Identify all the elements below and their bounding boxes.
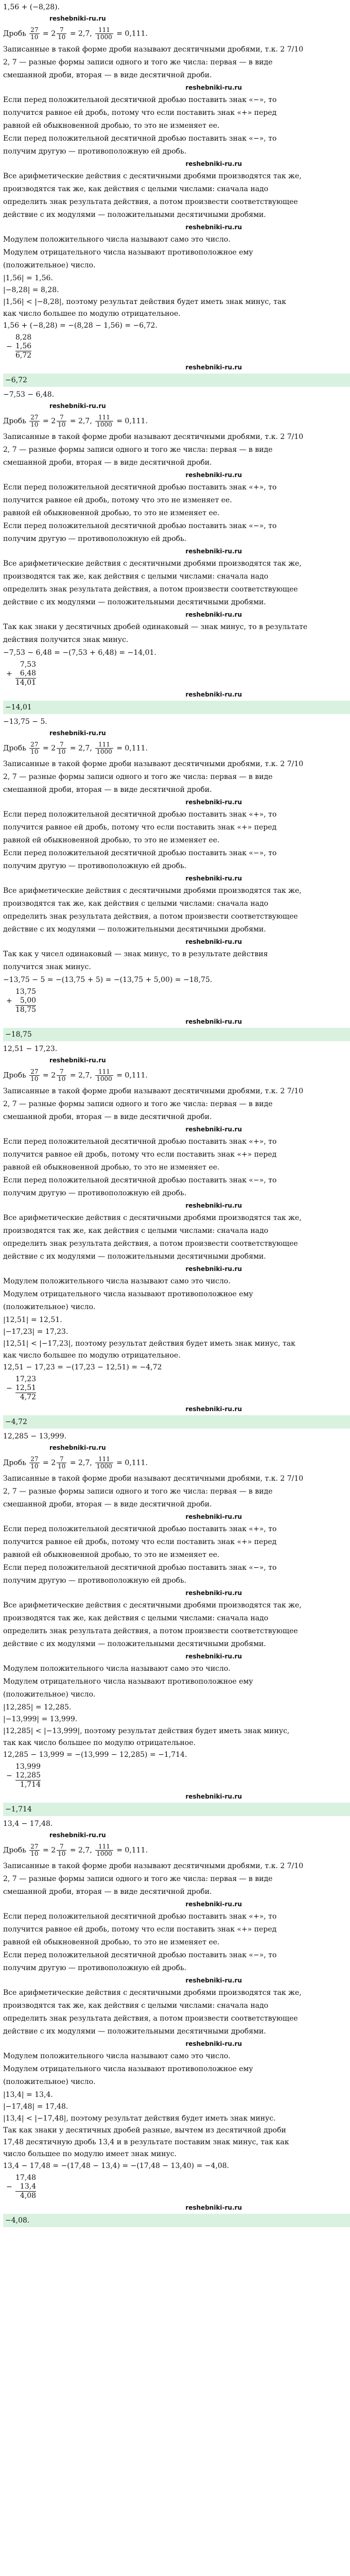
- math-text: 2: [51, 1459, 56, 1467]
- solution-step: −13,75 − 5 = −(13,75 + 5) = −(13,75 + 5,00) = −18,75.: [3, 976, 213, 984]
- fraction-denominator: 1000: [96, 421, 112, 428]
- explanation-text: (положительное) число.: [3, 1303, 96, 1311]
- solution-step: 12,51 − 17,23 = −(17,23 − 12,51) = −4,72: [3, 1363, 162, 1371]
- watermark: reshebniki-ru.ru: [185, 224, 242, 231]
- explanation-text: действие с их модулями — положительными десятичными дробями.: [3, 2027, 266, 2036]
- math-text: 2: [51, 1071, 56, 1080]
- fraction-equation: Дробь $\frac{27}{10}$ = 2 $\frac{7}{10}$ = 2,7, $\frac{111}{1000}$ = 0,111.: [3, 741, 148, 755]
- explanation-text: Если перед положительной десятичной дробью поставить знак «−», то: [3, 1564, 277, 1572]
- column-computation: [6, 2174, 350, 2200]
- fraction-numerator: 111: [95, 414, 113, 421]
- fraction-denominator: 1000: [96, 33, 112, 41]
- fraction-numerator: 27: [30, 1069, 39, 1075]
- fraction-denominator: 10: [30, 748, 39, 755]
- math-text: 2,7: [78, 744, 90, 753]
- column-numbers: [15, 333, 31, 360]
- fraction: [95, 741, 113, 755]
- fraction-denominator: 10: [58, 1850, 66, 1857]
- fraction: [57, 1843, 66, 1857]
- column-computation: [6, 1375, 350, 1402]
- math-text: 2,7: [78, 1071, 90, 1080]
- fraction-numerator: 27: [30, 27, 39, 33]
- fraction: [57, 1069, 66, 1082]
- explanation-text: смешанной дроби, вторая — в виде десятичной дроби.: [3, 459, 212, 467]
- explanation-text: получим другую — противоположную ей дробь.: [3, 535, 187, 543]
- fraction-denominator: 10: [58, 33, 66, 41]
- fraction-numerator: 7: [57, 27, 66, 34]
- column-top-number: 17,23: [15, 1375, 37, 1383]
- explanation-text: получится равное ей дробь, потому что если поставить знак «+» перед: [3, 823, 277, 832]
- column-operator: +: [6, 997, 12, 1005]
- explanation-text: производятся так же, как действия с целыми числами: сначала надо: [3, 900, 269, 908]
- explanation-text: Записанные в такой форме дроби называют десятичными дробями, т.к. 2 7/10: [3, 45, 304, 54]
- solution-step: 12,285 − 13,999 = −(13,999 − 12,285) = −1,714.: [3, 1751, 187, 1759]
- solution-step: |12,285| = 12,285.: [3, 1703, 72, 1711]
- explanation-text: смешанной дроби, вторая — в виде десятичной дроби.: [3, 786, 212, 794]
- fraction: [95, 1069, 113, 1082]
- explanation-text: Все арифметические действия с десятичными дробями производятся так же,: [3, 1601, 302, 1609]
- solution-step: |13,4| < |−17,48|, поэтому результат действия будет иметь знак минус.: [3, 2114, 276, 2123]
- fraction-equation: Дробь $\frac{27}{10}$ = 2 $\frac{7}{10}$ = 2,7, $\frac{111}{1000}$ = 0,111.: [3, 1456, 148, 1470]
- fraction-denominator: 10: [58, 748, 66, 755]
- explanation-text: равной ей обыкновенной дробью, то это не изменяет ее.: [3, 1163, 220, 1172]
- column-operator: −: [6, 343, 12, 351]
- column-operator: −: [6, 2183, 12, 2191]
- watermark: reshebniki-ru.ru: [49, 1832, 106, 1839]
- watermark: reshebniki-ru.ru: [185, 875, 242, 882]
- explanation-text: действие с их модулями — положительными десятичными дробями.: [3, 211, 266, 219]
- watermark: reshebniki-ru.ru: [49, 1057, 106, 1064]
- column-top-number: 7,53: [20, 660, 37, 669]
- math-text: Дробь: [3, 1071, 26, 1080]
- fraction: [29, 414, 39, 428]
- explanation-text: Так как знаки у десятичных дробей одинаковый — знак минус, то в результате: [3, 623, 308, 631]
- explanation-text: смешанной дроби, вторая — в виде десятичной дроби.: [3, 71, 212, 79]
- watermark: reshebniki-ru.ru: [49, 730, 106, 737]
- explanation-text: 2, 7 — разные формы записи одного и того же числа: первая — в виде: [3, 1100, 273, 1108]
- fraction-denominator: 10: [30, 1850, 39, 1857]
- answer-highlight: −6,72: [3, 374, 350, 387]
- watermark: reshebniki-ru.ru: [185, 2204, 242, 2211]
- explanation-text: Если перед положительной десятичной дробью поставить знак «+», то: [3, 1138, 277, 1146]
- column-operator: −: [6, 1384, 12, 1393]
- column-result: 18,75: [15, 1006, 37, 1014]
- column-computation: [6, 988, 350, 1014]
- watermark: reshebniki-ru.ru: [185, 548, 242, 555]
- column-second-number: 12,285: [15, 1771, 41, 1780]
- math-text: 2,7: [78, 417, 90, 426]
- fraction: [57, 414, 66, 428]
- explanation-text: производятся так же, как действия с целыми числами: сначала надо: [3, 1227, 269, 1235]
- explanation-text: получится равное ей дробь, потому что это не изменяет ее.: [3, 496, 232, 504]
- explanation-text: определить знак результата действия, а потом произвести соответствующее: [3, 1240, 298, 1248]
- watermark: reshebniki-ru.ru: [49, 1444, 106, 1451]
- explanation-text: Модулем отрицательного числа называют противоположное ему: [3, 248, 253, 257]
- solution-step: −7,53 − 6,48 = −(7,53 + 6,48) = −14,01.: [3, 649, 156, 657]
- watermark: reshebniki-ru.ru: [185, 1977, 242, 1984]
- column-computation: [6, 660, 350, 687]
- explanation-text: Модулем положительного числа называют само это число.: [3, 2052, 231, 2060]
- watermark: reshebniki-ru.ru: [49, 15, 106, 22]
- watermark: reshebniki-ru.ru: [49, 402, 106, 410]
- fraction: [29, 1069, 39, 1082]
- fraction-equation: Дробь $\frac{27}{10}$ = 2 $\frac{7}{10}$ = 2,7, $\frac{111}{1000}$ = 0,111.: [3, 1069, 148, 1082]
- math-text: 2: [51, 744, 56, 753]
- math-text: Дробь: [3, 744, 26, 753]
- math-text: 0,111.: [125, 744, 148, 753]
- column-top-number: 13,999: [15, 1762, 41, 1771]
- explanation-text: производятся так же, как действия с целыми числами: сначала надо: [3, 2002, 269, 2010]
- fraction-numerator: 111: [95, 27, 113, 34]
- explanation-text: Если перед положительной десятичной дробью поставить знак «+», то: [3, 1912, 277, 1921]
- fraction: [57, 27, 66, 41]
- fraction-numerator: 7: [57, 1456, 66, 1463]
- fraction: [29, 1843, 39, 1857]
- explanation-text: 2, 7 — разные формы записи одного и того же числа: первая — в виде: [3, 446, 273, 454]
- problem-expression: 1,56 + (−8,28).: [3, 3, 60, 11]
- fraction-denominator: 1000: [96, 1075, 112, 1082]
- fraction-numerator: 111: [95, 1456, 113, 1463]
- column-second-number: 1,56: [15, 342, 32, 350]
- explanation-text: Все арифметические действия с десятичными дробями производятся так же,: [3, 1989, 302, 1997]
- column-second-number: 13,4: [20, 2182, 37, 2191]
- explanation-text: Если перед положительной десятичной дробью поставить знак «−», то: [3, 522, 277, 530]
- column-operator: +: [6, 670, 12, 678]
- fraction-denominator: 10: [30, 1463, 39, 1470]
- solution-step: |12,51| < |−17,23|, поэтому результат действия будет иметь знак минус, так: [3, 1340, 295, 1348]
- math-text: 0,111.: [125, 1071, 148, 1080]
- explanation-text: действие с их модулями — положительными десятичными дробями.: [3, 1640, 266, 1648]
- explanation-text: смешанной дроби, вторая — в виде десятичной дроби.: [3, 1500, 212, 1509]
- solution-step: |1,56| = 1,56.: [3, 274, 53, 282]
- explanation-text: производятся так же, как действия с целыми числами: сначала надо: [3, 185, 269, 193]
- explanation-text: получим другую — противоположную ей дробь.: [3, 862, 187, 870]
- explanation-text: действие с их модулями — положительными десятичными дробями.: [3, 1252, 266, 1261]
- solution-step: |12,51| = 12,51.: [3, 1316, 62, 1324]
- column-result: 14,01: [15, 679, 37, 687]
- watermark: reshebniki-ru.ru: [185, 799, 242, 806]
- column-second-number: 6,48: [20, 669, 37, 677]
- fraction: [95, 27, 113, 41]
- fraction-numerator: 27: [30, 1456, 39, 1463]
- fraction-denominator: 10: [30, 1075, 39, 1082]
- explanation-text: Если перед положительной десятичной дробью поставить знак «−», то: [3, 134, 277, 143]
- solution-step: |−13,999| = 13,999.: [3, 1715, 78, 1723]
- fraction-equation: Дробь $\frac{27}{10}$ = 2 $\frac{7}{10}$ = 2,7, $\frac{111}{1000}$ = 0,111.: [3, 414, 148, 428]
- watermark: reshebniki-ru.ru: [185, 2040, 242, 2047]
- fraction-denominator: 10: [58, 1075, 66, 1082]
- explanation-text: действие с их модулями — положительными десятичными дробями.: [3, 925, 266, 934]
- math-text: Дробь: [3, 1846, 26, 1855]
- solution-step: |13,4| = 13,4.: [3, 2091, 53, 2099]
- fraction-equation: Дробь $\frac{27}{10}$ = 2 $\frac{7}{10}$ = 2,7, $\frac{111}{1000}$ = 0,111.: [3, 27, 148, 41]
- column-top-number: 8,28: [15, 333, 32, 342]
- math-text: 0,111.: [125, 1846, 148, 1855]
- math-text: Дробь: [3, 29, 26, 38]
- explanation-text: Записанные в такой форме дроби называют десятичными дробями, т.к. 2 7/10: [3, 1862, 304, 1870]
- explanation-text: получим другую — противоположную ей дробь.: [3, 147, 187, 156]
- math-text: Дробь: [3, 1459, 26, 1467]
- column-numbers: [15, 1762, 41, 1789]
- problem-expression: 12,51 − 17,23.: [3, 1045, 58, 1053]
- column-numbers: [15, 660, 36, 687]
- answer-highlight: −1,714: [3, 1803, 350, 1816]
- watermark: reshebniki-ru.ru: [185, 1265, 242, 1273]
- fraction: [29, 27, 39, 41]
- task-section: [3, 1432, 350, 1816]
- explanation-text: Если перед положительной десятичной дробью поставить знак «−», то: [3, 1176, 277, 1184]
- math-text: 2,7: [78, 29, 90, 38]
- fraction-equation: Дробь $\frac{27}{10}$ = 2 $\frac{7}{10}$ = 2,7, $\frac{111}{1000}$ = 0,111.: [3, 1843, 148, 1857]
- fraction: [95, 414, 113, 428]
- column-result: 1,714: [15, 1780, 41, 1789]
- explanation-text: равной ей обыкновенной дробью, то это не изменяет ее.: [3, 509, 220, 517]
- fraction-numerator: 7: [57, 741, 66, 749]
- column-numbers: [15, 1375, 36, 1402]
- explanation-text: производятся так же, как действия с целыми числами: сначала надо: [3, 572, 269, 581]
- fraction-numerator: 7: [57, 1843, 66, 1851]
- task-section: [3, 1819, 350, 2227]
- fraction-numerator: 27: [30, 741, 39, 748]
- fraction: [95, 1843, 113, 1857]
- fraction-denominator: 10: [30, 421, 39, 428]
- column-top-number: 13,75: [15, 988, 37, 996]
- explanation-text: (положительное) число.: [3, 1690, 96, 1699]
- explanation-text: Все арифметические действия с десятичными дробями производятся так же,: [3, 1214, 302, 1222]
- solution-step: Так как знаки у десятичных дробей разные, вычтем из десятичной дроби: [3, 2126, 286, 2134]
- explanation-text: Так как у чисел одинаковый — знак минус, то в результате действия: [3, 950, 268, 958]
- solution-step: |−8,28| = 8,28.: [3, 286, 59, 294]
- explanation-text: Если перед положительной десятичной дробью поставить знак «−», то: [3, 849, 277, 857]
- fraction-numerator: 111: [95, 1843, 113, 1851]
- explanation-text: определить знак результата действия, а потом произвести соответствующее: [3, 912, 298, 921]
- math-text: 2: [51, 417, 56, 426]
- fraction-denominator: 1000: [96, 748, 112, 755]
- watermark: reshebniki-ru.ru: [185, 1653, 242, 1660]
- explanation-text: Записанные в такой форме дроби называют десятичными дробями, т.к. 2 7/10: [3, 760, 304, 768]
- watermark: reshebniki-ru.ru: [185, 1901, 242, 1908]
- explanation-text: Модулем отрицательного числа называют противоположное ему: [3, 1290, 253, 1298]
- explanation-text: Модулем положительного числа называют само это число.: [3, 235, 231, 244]
- explanation-text: определить знак результата действия, а потом произвести соответствующее: [3, 1627, 298, 1635]
- watermark: reshebniki-ru.ru: [185, 1589, 242, 1597]
- solution-step: 13,4 − 17,48 = −(17,48 − 13,4) = −(17,48 − 13,40) = −4,08.: [3, 2162, 230, 2170]
- explanation-text: (положительное) число.: [3, 261, 96, 269]
- math-text: 2,7: [78, 1846, 90, 1855]
- explanation-text: Если перед положительной десятичной дробью поставить знак «−», то: [3, 1951, 277, 1959]
- solution-step: 17,48 десятичную дробь 13,4 и в результате поставим знак минус, так как: [3, 2138, 289, 2146]
- column-computation: [6, 333, 350, 360]
- explanation-text: Все арифметические действия с десятичными дробями производятся так же,: [3, 887, 302, 895]
- watermark: reshebniki-ru.ru: [185, 1793, 242, 1800]
- explanation-text: Записанные в такой форме дроби называют десятичными дробями, т.к. 2 7/10: [3, 433, 304, 441]
- column-operator: −: [6, 1772, 12, 1780]
- explanation-text: действие с их модулями — положительными десятичными дробями.: [3, 598, 266, 606]
- explanation-text: получится равное ей дробь, потому что если поставить знак «+» перед: [3, 109, 277, 117]
- explanation-text: определить знак результата действия, а потом произвести соответствующее: [3, 585, 298, 594]
- explanation-text: получим другую — противоположную ей дробь.: [3, 1964, 187, 1972]
- page: [0, 3, 350, 2227]
- explanation-text: Все арифметические действия с десятичными дробями производятся так же,: [3, 172, 302, 180]
- explanation-text: 2, 7 — разные формы записи одного и того же числа: первая — в виде: [3, 1875, 273, 1883]
- explanation-text: получим другую — противоположную ей дробь.: [3, 1577, 187, 1585]
- column-result: 4,08: [15, 2191, 36, 2200]
- fraction: [29, 741, 39, 755]
- fraction-denominator: 10: [30, 33, 39, 41]
- answer-highlight: −18,75: [3, 1028, 350, 1041]
- fraction-numerator: 7: [57, 1069, 66, 1076]
- column-numbers: [15, 988, 36, 1014]
- problem-expression: 13,4 − 17,48.: [3, 1820, 53, 1828]
- explanation-text: Все арифметические действия с десятичными дробями производятся так же,: [3, 560, 302, 568]
- explanation-text: производятся так же, как действия с целыми числами: сначала надо: [3, 1614, 269, 1622]
- explanation-text: получится знак минус.: [3, 963, 91, 971]
- explanation-text: Если перед положительной десятичной дробью поставить знак «+», то: [3, 810, 277, 819]
- explanation-text: смешанной дроби, вторая — в виде десятичной дроби.: [3, 1888, 212, 1896]
- explanation-text: Записанные в такой форме дроби называют десятичными дробями, т.к. 2 7/10: [3, 1475, 304, 1483]
- explanation-text: определить знак результата действия, а потом произвести соответствующее: [3, 2014, 298, 2023]
- explanation-text: равной ей обыкновенной дробью, то это не изменяет ее.: [3, 1938, 220, 1946]
- watermark: reshebniki-ru.ru: [185, 1018, 242, 1025]
- solution-step: |−17,23| = 17,23.: [3, 1328, 68, 1336]
- fraction-denominator: 10: [58, 421, 66, 428]
- math-text: 0,111.: [125, 1459, 148, 1467]
- explanation-text: Если перед положительной десятичной дробью поставить знак «+», то: [3, 483, 277, 492]
- task-section: [3, 717, 350, 1041]
- watermark: reshebniki-ru.ru: [185, 1405, 242, 1413]
- watermark: reshebniki-ru.ru: [185, 691, 242, 698]
- problem-expression: 12,285 − 13,999.: [3, 1432, 67, 1440]
- explanation-text: равной ей обыкновенной дробью, то это не изменяет ее.: [3, 836, 220, 844]
- math-text: 2: [51, 1846, 56, 1855]
- explanation-text: получится равное ей дробь, потому что если поставить знак «+» перед: [3, 1925, 277, 1934]
- fraction: [57, 1456, 66, 1470]
- watermark: reshebniki-ru.ru: [185, 471, 242, 479]
- solution-step: |12,285| < |−13,999|, поэтому результат действия будет иметь знак минус,: [3, 1727, 290, 1735]
- column-result: 6,72: [15, 351, 32, 360]
- column-second-number: 12,51: [15, 1384, 37, 1392]
- answer-highlight: −14,01: [3, 701, 350, 714]
- task-section: [3, 3, 350, 387]
- math-text: 2: [51, 29, 56, 38]
- fraction-denominator: 1000: [96, 1463, 112, 1470]
- math-text: 0,111.: [125, 417, 148, 426]
- math-text: Дробь: [3, 417, 26, 426]
- explanation-text: определить знак результата действия, а потом произвести соответствующее: [3, 198, 298, 206]
- explanation-text: равной ей обыкновенной дробью, то это не изменяет ее.: [3, 122, 220, 130]
- column-numbers: [15, 2174, 36, 2200]
- solution-step: число большее по модулю имеет знак минус.: [3, 2150, 177, 2158]
- solution-step: |1,56| < |−8,28|, поэтому результат действия будет иметь знак минус, так: [3, 298, 287, 306]
- fraction-denominator: 10: [58, 1463, 66, 1470]
- watermark: reshebniki-ru.ru: [185, 160, 242, 167]
- fraction-numerator: 7: [57, 414, 66, 421]
- watermark: reshebniki-ru.ru: [185, 1513, 242, 1520]
- explanation-text: Если перед положительной десятичной дробью поставить знак «−», то: [3, 96, 277, 104]
- fraction-numerator: 111: [95, 741, 113, 749]
- column-result: 4,72: [15, 1393, 36, 1402]
- watermark: reshebniki-ru.ru: [185, 938, 242, 945]
- fraction: [57, 741, 66, 755]
- fraction-numerator: 111: [95, 1069, 113, 1076]
- answer-highlight: −4,72: [3, 1415, 350, 1429]
- solution-step: как число большее по модулю отрицательное.: [3, 310, 181, 318]
- explanation-text: 2, 7 — разные формы записи одного и того же числа: первая — в виде: [3, 58, 273, 66]
- solution-step: как число большее по модулю отрицательное.: [3, 1351, 181, 1360]
- column-computation: [6, 1762, 350, 1789]
- task-section: [3, 390, 350, 714]
- watermark: reshebniki-ru.ru: [185, 611, 242, 618]
- explanation-text: смешанной дроби, вторая — в виде десятичной дроби.: [3, 1113, 212, 1121]
- column-second-number: 5,00: [20, 996, 37, 1005]
- explanation-text: Модулем положительного числа называют само это число.: [3, 1665, 231, 1673]
- explanation-text: 2, 7 — разные формы записи одного и того же числа: первая — в виде: [3, 773, 273, 781]
- explanation-text: получится равное ей дробь, потому что если поставить знак «+» перед: [3, 1538, 277, 1546]
- explanation-text: получим другую — противоположную ей дробь.: [3, 1189, 187, 1197]
- watermark: reshebniki-ru.ru: [185, 364, 242, 371]
- explanation-text: (положительное) число.: [3, 2078, 96, 2086]
- solution-step: так как число большее по модулю отрицательное.: [3, 1739, 196, 1747]
- math-text: 0,111.: [125, 29, 148, 38]
- column-top-number: 17,48: [15, 2174, 37, 2182]
- fraction-numerator: 27: [30, 1843, 39, 1850]
- explanation-text: получится равное ей дробь, потому что если поставить знак «+» перед: [3, 1150, 277, 1159]
- fraction: [29, 1456, 39, 1470]
- solution-step: |−17,48| = 17,48.: [3, 2103, 68, 2111]
- task-section: [3, 1044, 350, 1429]
- watermark: reshebniki-ru.ru: [185, 1126, 242, 1133]
- explanation-text: Записанные в такой форме дроби называют десятичными дробями, т.к. 2 7/10: [3, 1087, 304, 1095]
- solution-step: 1,56 + (−8,28) = −(8,28 − 1,56) = −6,72.: [3, 321, 157, 330]
- fraction-numerator: 27: [30, 414, 39, 421]
- explanation-text: Модулем отрицательного числа называют противоположное ему: [3, 2065, 253, 2073]
- explanation-text: 2, 7 — разные формы записи одного и того же числа: первая — в виде: [3, 1487, 273, 1496]
- fraction: [95, 1456, 113, 1470]
- explanation-text: Если перед положительной десятичной дробью поставить знак «+», то: [3, 1525, 277, 1533]
- explanation-text: равной ей обыкновенной дробью, то это не изменяет ее.: [3, 1551, 220, 1559]
- explanation-text: действия получится знак минус.: [3, 636, 129, 644]
- explanation-text: Модулем отрицательного числа называют противоположное ему: [3, 1677, 253, 1686]
- math-text: 2,7: [78, 1459, 90, 1467]
- watermark: reshebniki-ru.ru: [185, 84, 242, 91]
- problem-expression: −13,75 − 5.: [3, 718, 47, 726]
- fraction-denominator: 1000: [96, 1850, 112, 1857]
- explanation-text: Модулем положительного числа называют само это число.: [3, 1277, 231, 1285]
- answer-highlight: −4,08.: [3, 2214, 350, 2227]
- watermark: reshebniki-ru.ru: [185, 1202, 242, 1209]
- problem-expression: −7,53 − 6,48.: [3, 391, 55, 399]
